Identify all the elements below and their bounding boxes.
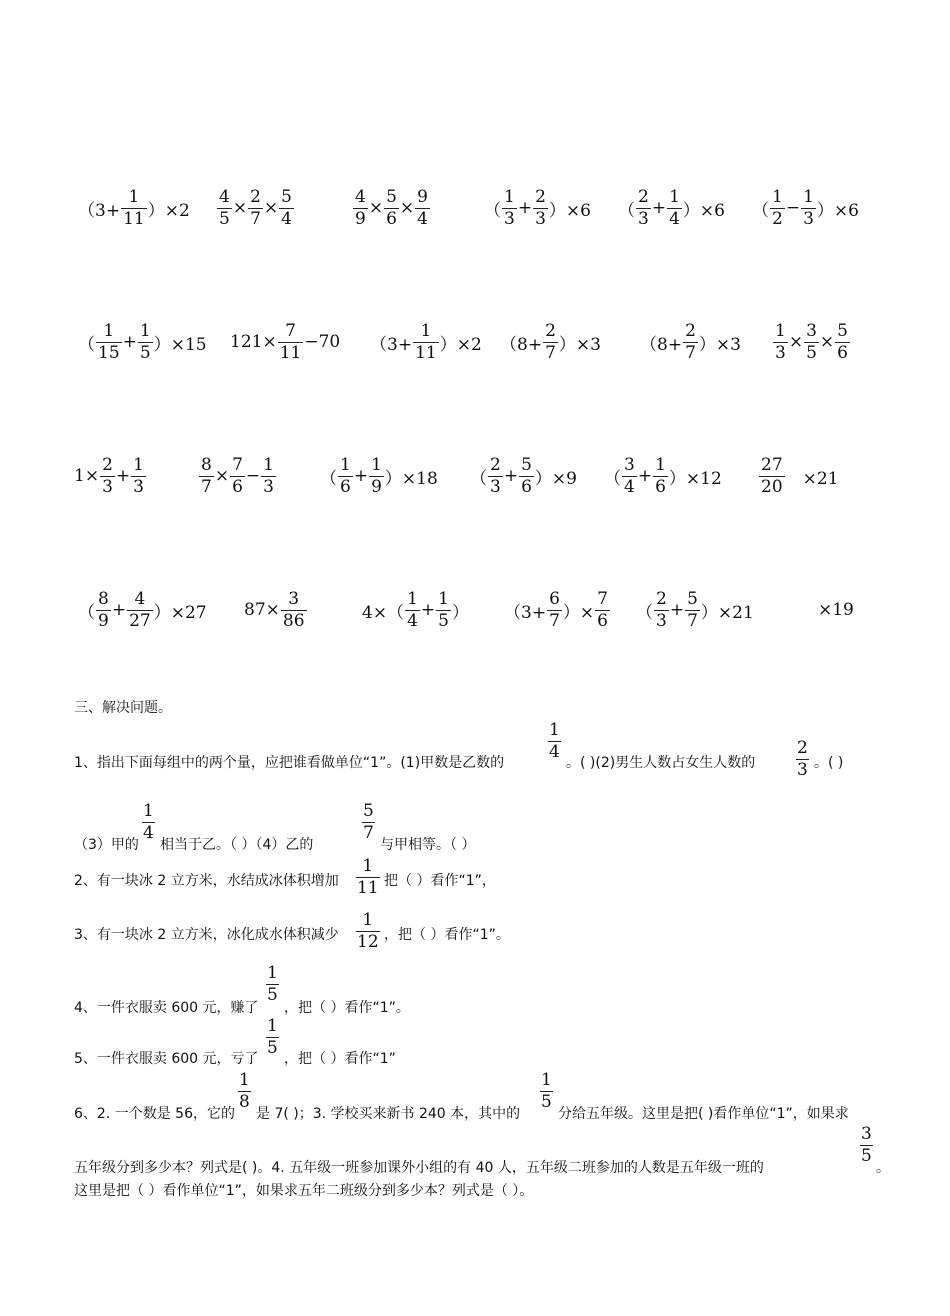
q1-text-a: 1、指出下面每组中的两个量，应把谁看做单位“1”。(1)甲数是乙数的 <box>74 755 505 771</box>
numerator: 3 <box>288 588 300 609</box>
expression-text: 121× <box>230 332 277 352</box>
expression-text: × <box>232 198 248 218</box>
expression-text: × <box>399 198 415 218</box>
fraction <box>261 455 276 498</box>
fraction <box>369 455 384 498</box>
expression-text: − <box>245 466 261 486</box>
expression-text: ）×27 <box>153 602 207 623</box>
q6-line-2: 五年级分到多少本？列式是( )。4. 五年级一班参加课外小组的有 40 人，五年级二班参加的人数是五年级一班的 <box>74 1160 764 1176</box>
denominator: 3 <box>263 476 274 497</box>
expression-text: + <box>637 466 653 486</box>
fraction <box>801 187 816 230</box>
expression-text: ）×3 <box>558 334 601 355</box>
expression-text: + <box>503 466 519 486</box>
denominator: 20 <box>761 476 783 497</box>
fraction <box>622 455 637 498</box>
fraction <box>405 589 420 632</box>
fraction <box>519 455 534 498</box>
denominator: 2 <box>772 208 783 229</box>
exercise-2-1 <box>78 312 207 372</box>
denominator: 7 <box>549 610 560 631</box>
fraction <box>595 589 610 632</box>
expression-text: + <box>122 332 137 352</box>
exercise-row-2 <box>0 312 950 372</box>
section-title: 三、解决问题。 <box>74 700 172 716</box>
denominator: 7 <box>250 208 261 229</box>
fraction <box>770 187 785 230</box>
q6-text-c: 分给五年级。这里是把( )看作单位“1”，如果求 <box>558 1106 849 1122</box>
exercise-row-1 <box>0 178 950 238</box>
expression-text: + <box>111 600 127 620</box>
denominator: 7 <box>687 610 698 631</box>
numerator: 1 <box>128 186 140 207</box>
q6-text-a: 6、2. 一个数是 56，它的 <box>74 1106 235 1122</box>
numerator: 5 <box>521 454 532 475</box>
exercise-1-3 <box>352 178 431 238</box>
denominator: 6 <box>386 208 397 229</box>
numerator: 1 <box>133 454 144 475</box>
exercise-3-4 <box>470 446 577 506</box>
q5-text-b: ，把（ ）看作“1” <box>284 1051 396 1067</box>
q4-text-a: 4、一件衣服卖 600 元，赚了 <box>74 1000 259 1016</box>
numerator: 1 <box>420 320 432 341</box>
expression-text: + <box>517 198 533 218</box>
numerator: 2 <box>638 186 649 207</box>
fraction <box>413 321 439 364</box>
fraction <box>773 321 788 364</box>
expression-text: （ <box>470 468 487 489</box>
expression-text: （3+ <box>78 200 121 221</box>
expression-text: ）×12 <box>668 468 722 489</box>
numerator: 5 <box>386 186 397 207</box>
denominator: 5 <box>806 342 817 363</box>
q1-line-2-b: 相当于乙。（ ）（4）乙的 <box>160 837 314 853</box>
fraction <box>138 321 153 364</box>
expression-text: + <box>420 600 436 620</box>
q5-text-a: 5、一件衣服卖 600 元，亏了 <box>74 1051 259 1067</box>
numerator: 1 <box>371 454 382 475</box>
fraction <box>685 589 700 632</box>
exercise-2-3 <box>370 312 482 372</box>
fraction <box>683 321 698 364</box>
expression-text: （ <box>78 334 95 355</box>
numerator: 4 <box>134 588 146 609</box>
expression-text: × <box>263 198 279 218</box>
expression-text: ×21 <box>785 468 839 489</box>
fraction <box>338 455 353 498</box>
fraction <box>636 187 651 230</box>
q6-period: 。 <box>876 1160 890 1176</box>
q1-fraction-d: 5 7 <box>363 801 374 843</box>
q1-line-2-c: 与甲相等。（ ） <box>380 837 476 853</box>
expression-text: + <box>669 600 685 620</box>
fraction <box>533 187 548 230</box>
fraction <box>543 321 558 364</box>
exercise-1-2 <box>216 178 295 238</box>
fraction <box>278 321 304 364</box>
fraction <box>96 589 111 632</box>
numerator: 7 <box>597 588 608 609</box>
denominator: 11 <box>123 208 145 229</box>
expression-text: （3+ <box>504 602 547 623</box>
q3-text-a: 3、有一块冰 2 立方米，冰化成水体积减少 <box>74 927 339 943</box>
denominator: 3 <box>803 208 814 229</box>
numerator: 1 <box>340 454 351 475</box>
denominator: 3 <box>504 208 515 229</box>
expression-text: ）×18 <box>384 468 438 489</box>
q2-fraction: 1 11 <box>357 856 379 898</box>
fraction <box>100 455 115 498</box>
fraction <box>217 187 232 230</box>
fraction <box>804 321 819 364</box>
exercise-3-2 <box>198 446 277 506</box>
fraction <box>384 187 399 230</box>
exercise-3-6 <box>758 446 839 506</box>
numerator: 8 <box>201 454 212 475</box>
numerator: 5 <box>281 186 292 207</box>
denominator: 4 <box>669 208 680 229</box>
numerator: 1 <box>263 454 274 475</box>
numerator: 2 <box>535 186 546 207</box>
q1-fraction-c: 1 4 <box>143 801 154 843</box>
fraction <box>96 321 122 364</box>
q6-fraction-b: 1 5 <box>541 1070 552 1112</box>
q1-fraction-a: 1 4 <box>549 720 560 762</box>
denominator: 6 <box>340 476 351 497</box>
denominator: 5 <box>139 342 151 363</box>
q1-line-2-a: （3）甲的 <box>74 837 139 853</box>
denominator: 3 <box>490 476 501 497</box>
fraction <box>654 589 669 632</box>
fraction <box>436 589 451 632</box>
exercise-2-4 <box>500 312 601 372</box>
numerator: 4 <box>355 186 366 207</box>
expression-text: ）×3 <box>698 334 741 355</box>
denominator: 6 <box>837 342 848 363</box>
expression-text: （8+ <box>500 334 543 355</box>
denominator: 3 <box>133 476 144 497</box>
fraction <box>131 455 146 498</box>
expression-text: （3+ <box>370 334 413 355</box>
exercise-2-2 <box>230 312 340 372</box>
fraction <box>653 455 668 498</box>
q6-line-3: 这里是把（ ）看作单位“1”，如果求五年二班级分到多少本？列式是（ ）。 <box>74 1183 534 1199</box>
denominator: 3 <box>638 208 649 229</box>
fraction <box>667 187 682 230</box>
exercise-4-4 <box>504 580 611 640</box>
numerator: 2 <box>490 454 501 475</box>
denominator: 9 <box>98 610 109 631</box>
numerator: 3 <box>624 454 635 475</box>
fraction <box>279 187 294 230</box>
fraction <box>199 455 214 498</box>
denominator: 11 <box>279 342 302 363</box>
exercise-4-6 <box>818 580 854 640</box>
expression-text: 87× <box>244 600 280 620</box>
question-1-line-1 <box>74 752 504 772</box>
fraction <box>230 455 245 498</box>
fraction <box>281 589 307 632</box>
numerator: 2 <box>102 454 113 475</box>
expression-text: − <box>785 198 801 218</box>
q5-fraction: 1 5 <box>267 1016 278 1058</box>
numerator: 1 <box>103 320 115 341</box>
denominator: 7 <box>201 476 212 497</box>
numerator: 6 <box>549 588 560 609</box>
fraction <box>353 187 368 230</box>
expression-text: × <box>788 332 804 352</box>
exercise-4-3 <box>362 580 469 640</box>
exercise-1-4 <box>484 178 591 238</box>
denominator: 6 <box>655 476 666 497</box>
denominator: 9 <box>371 476 382 497</box>
expression-text: （ <box>618 200 635 221</box>
denominator: 4 <box>407 610 418 631</box>
numerator: 1 <box>803 186 814 207</box>
fraction <box>547 589 562 632</box>
denominator: 3 <box>656 610 667 631</box>
expression-text: ） <box>451 602 469 623</box>
denominator: 6 <box>232 476 243 497</box>
numerator: 1 <box>504 186 515 207</box>
exercise-1-6 <box>752 178 859 238</box>
exercise-row-3 <box>0 446 950 506</box>
expression-text: ×19 <box>818 600 854 620</box>
numerator: 27 <box>761 454 783 475</box>
numerator: 3 <box>806 320 817 341</box>
q2-text-a: 2、有一块冰 2 立方米，水结成冰体积增加 <box>74 873 339 889</box>
expression-text: 1× <box>74 466 100 486</box>
denominator: 4 <box>624 476 635 497</box>
numerator: 2 <box>250 186 261 207</box>
numerator: 2 <box>545 320 556 341</box>
exercise-3-5 <box>604 446 722 506</box>
numerator: 8 <box>98 588 109 609</box>
fraction <box>759 455 785 498</box>
exercise-4-2 <box>244 580 308 640</box>
denominator: 86 <box>282 610 305 631</box>
fraction <box>835 321 850 364</box>
fraction <box>488 455 503 498</box>
exercise-2-6 <box>772 312 851 372</box>
denominator: 6 <box>521 476 532 497</box>
exercise-1-1 <box>78 178 190 238</box>
numerator: 9 <box>417 186 428 207</box>
expression-text: + <box>651 198 667 218</box>
expression-text: ）×9 <box>534 468 577 489</box>
numerator: 1 <box>407 588 418 609</box>
exercise-row-4 <box>0 580 950 640</box>
q6-fraction-c: 3 5 <box>861 1124 872 1166</box>
q4-fraction: 1 5 <box>267 963 278 1005</box>
q6-text-b: 是 7( )；3. 学校买来新书 240 本，其中的 <box>256 1106 521 1122</box>
q4-text-b: ，把（ ）看作“1”。 <box>284 1000 410 1016</box>
numerator: 2 <box>656 588 667 609</box>
numerator: 1 <box>438 588 449 609</box>
expression-text: （ <box>636 602 653 623</box>
denominator: 3 <box>535 208 546 229</box>
q2-text-b: 把（ ）看作“1”， <box>384 873 496 889</box>
numerator: 1 <box>772 186 783 207</box>
numerator: 2 <box>685 320 696 341</box>
denominator: 27 <box>129 610 151 631</box>
denominator: 3 <box>102 476 113 497</box>
expression-text: （ <box>604 468 621 489</box>
denominator: 9 <box>355 208 366 229</box>
denominator: 7 <box>545 342 556 363</box>
q3-text-b: ，把（ ）看作“1”。 <box>384 927 510 943</box>
fraction <box>502 187 517 230</box>
expression-text: ）×2 <box>439 334 482 355</box>
expression-text: × <box>819 332 835 352</box>
expression-text: + <box>353 466 369 486</box>
fraction <box>127 589 153 632</box>
expression-text: （ <box>484 200 501 221</box>
denominator: 4 <box>281 208 292 229</box>
denominator: 6 <box>597 610 608 631</box>
q3-fraction: 1 12 <box>357 910 379 952</box>
expression-text: + <box>115 466 131 486</box>
expression-text: ）×6 <box>816 200 859 221</box>
expression-text: ）×21 <box>700 602 754 623</box>
q6-fraction-a: 1 8 <box>239 1070 250 1112</box>
expression-text: ）×6 <box>548 200 591 221</box>
numerator: 1 <box>775 320 786 341</box>
expression-text: ）×6 <box>682 200 725 221</box>
exercise-1-5 <box>618 178 725 238</box>
fraction <box>121 187 147 230</box>
fraction <box>248 187 263 230</box>
denominator: 5 <box>219 208 230 229</box>
numerator: 7 <box>285 320 296 341</box>
denominator: 7 <box>685 342 696 363</box>
expression-text: ）×15 <box>153 334 207 355</box>
exercise-4-1 <box>78 580 207 640</box>
numerator: 7 <box>232 454 243 475</box>
denominator: 11 <box>415 342 437 363</box>
numerator: 4 <box>219 186 230 207</box>
exercise-3-3 <box>320 446 438 506</box>
q1-text-c: 。( ) <box>814 755 844 771</box>
numerator: 5 <box>687 588 698 609</box>
q1-text-b: 。( )(2)男生人数占女生人数的 <box>566 755 756 771</box>
denominator: 5 <box>438 610 449 631</box>
denominator: 15 <box>98 342 120 363</box>
exercise-3-1 <box>74 446 147 506</box>
fraction <box>415 187 430 230</box>
numerator: 1 <box>139 320 151 341</box>
expression-text: （8+ <box>640 334 683 355</box>
numerator: 1 <box>669 186 680 207</box>
expression-text: 4×（ <box>362 602 405 623</box>
denominator: 4 <box>417 208 428 229</box>
numerator: 5 <box>837 320 848 341</box>
expression-text: （ <box>320 468 337 489</box>
expression-text: （ <box>752 200 769 221</box>
exercise-2-5 <box>640 312 741 372</box>
exercise-4-5 <box>636 580 754 640</box>
expression-text: × <box>368 198 384 218</box>
expression-text: ）× <box>562 602 595 623</box>
q1-fraction-b: 2 3 <box>797 738 808 780</box>
numerator: 1 <box>655 454 666 475</box>
expression-text: ）×2 <box>147 200 190 221</box>
expression-text: −70 <box>304 332 341 352</box>
expression-text: （ <box>78 602 95 623</box>
denominator: 3 <box>775 342 786 363</box>
expression-text: × <box>214 466 230 486</box>
